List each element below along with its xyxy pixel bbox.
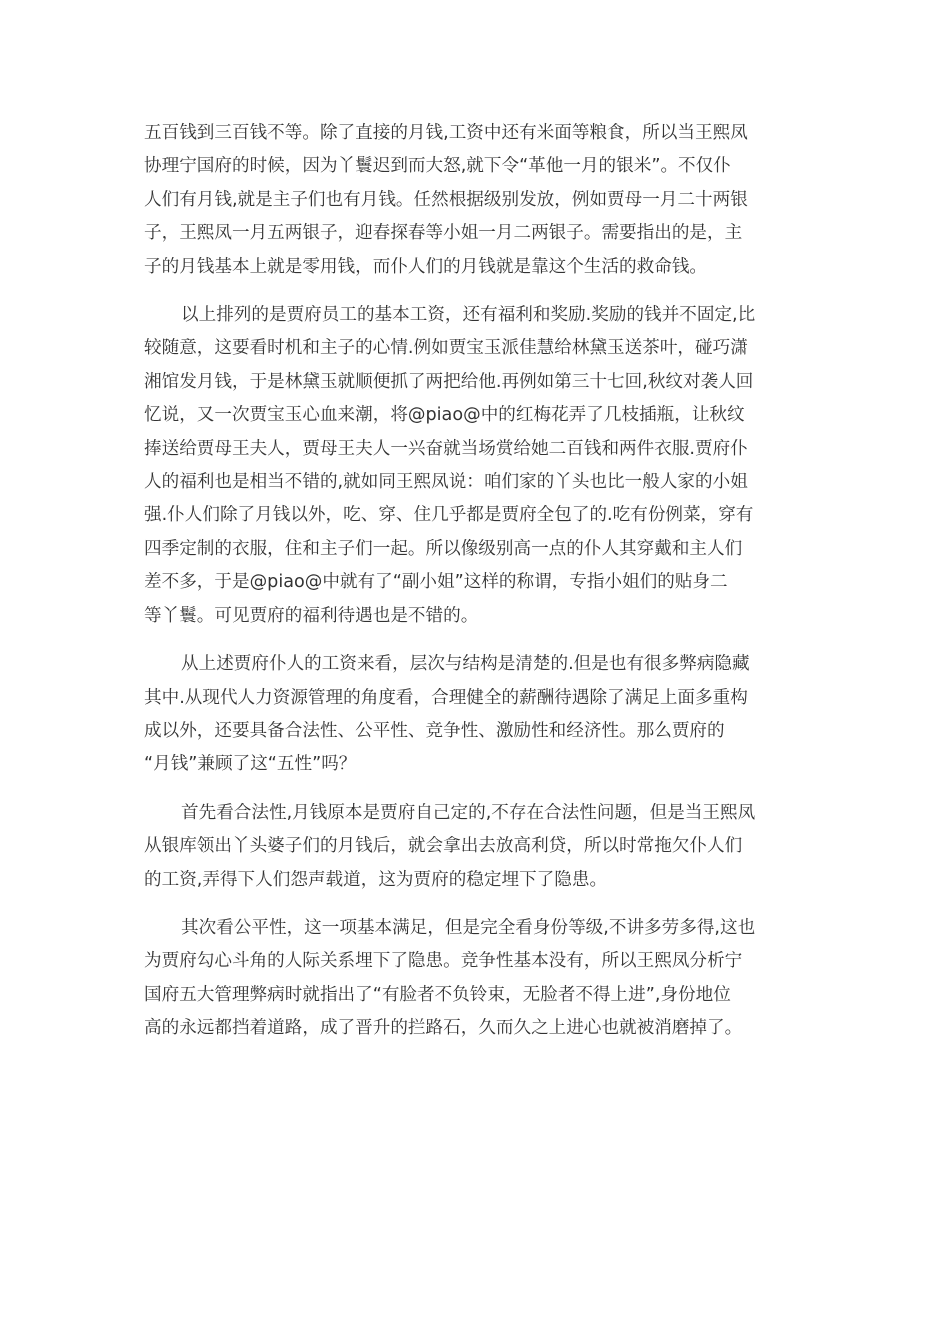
paragraph-5 (144, 912, 806, 1046)
text-line: 从上述贾府仆人的工资来看，层次与结构是清楚的.但是也有很多弊病隐藏 (181, 654, 750, 675)
text-line: 其中.从现代人力资源管理的角度看，合理健全的薪酬待遇除了满足上面多重构 (144, 687, 748, 708)
text-line: 高的永远都挡着道路，成了晋升的拦路石，久而久之上进心也就被消磨掉了。 (144, 1018, 743, 1039)
text-line: 成以外，还要具备合法性、公平性、竞争性、激励性和经济性。那么贾府的 (144, 720, 725, 741)
text-line: 其次看公平性，这一项基本满足，但是完全看身份等级,不讲多劳多得,这也 (181, 917, 756, 938)
text-line: 国府五大管理弊病时就指出了“有脸者不负铃束，无脸者不得上进”,身份地位 (144, 984, 731, 1005)
text-line: 的工资,弄得下人们怨声载道，这为贾府的稳定埋下了隐患。 (144, 869, 608, 890)
text-line: 等丫鬟。可见贾府的福利待遇也是不错的。 (144, 605, 479, 626)
text-line: 忆说，又一次贾宝玉心血来潮，将@piao@中的红梅花弄了几枝插瓶，让秋纹 (144, 405, 745, 426)
text-line: 五百钱到三百钱不等。除了直接的月钱,工资中还有米面等粮食，所以当王熙凤 (144, 123, 748, 143)
text-line: 人的福利也是相当不错的,就如同王熙凤说：咱们家的丫头也比一般人家的小姐 (144, 472, 748, 493)
text-line: 从银库领出丫头婆子们的月钱后，就会拿出去放高利贷，所以时常拖欠仆人们 (144, 836, 743, 857)
text-line: 首先看合法性,月钱原本是贾府自己定的,不存在合法性问题，但是当王熙凤 (181, 802, 756, 823)
text-line: 捧送给贾母王夫人，贾母王夫人一兴奋就当场赏给她二百钱和两件衣服.贾府仆 (144, 438, 748, 459)
text-line: 较随意，这要看时机和主子的心情.例如贾宝玉派佳慧给林黛玉送茶叶，碰巧潇 (144, 338, 748, 359)
paragraph-2 (144, 299, 806, 633)
document-body (144, 117, 806, 1061)
text-line: 差不多，于是@piao@中就有了“副小姐”这样的称谓，专指小姐们的贴身二 (144, 572, 728, 593)
text-line: 子，王熙凤一月五两银子，迎春探春等小姐一月二两银子。需要指出的是，主 (144, 223, 743, 244)
text-line: “月钱”兼顾了这“五性”吗？ (144, 754, 357, 775)
paragraph-1 (144, 117, 806, 284)
text-line: 四季定制的衣服，住和主子们一起。所以像级别高一点的仆人其穿戴和主人们 (144, 538, 743, 559)
text-line: 湘馆发月钱，于是林黛玉就顺便抓了两把给他.再例如第三十七回,秋纹对袭人回 (144, 371, 754, 392)
text-line: 人们有月钱,就是主子们也有月钱。任然根据级别发放，例如贾母一月二十两银 (144, 189, 748, 210)
text-line: 强.仆人们除了月钱以外，吃、穿、住几乎都是贾府全包了的.吃有份例菜，穿有 (144, 505, 754, 526)
paragraph-3 (144, 648, 806, 782)
text-line: 为贾府勾心斗角的人际关系埋下了隐患。竞争性基本没有，所以王熙凤分析宁 (144, 951, 743, 972)
text-line: 子的月钱基本上就是零用钱，而仆人们的月钱就是靠这个生活的救命钱。 (144, 256, 708, 277)
text-line: 以上排列的是贾府员工的基本工资，还有福利和奖励.奖励的钱并不固定,比 (181, 305, 756, 326)
text-line: 协理宁国府的时候，因为丫鬟迟到而大怒,就下令“革他一月的银米”。不仅仆 (144, 156, 731, 177)
paragraph-4 (144, 797, 806, 897)
